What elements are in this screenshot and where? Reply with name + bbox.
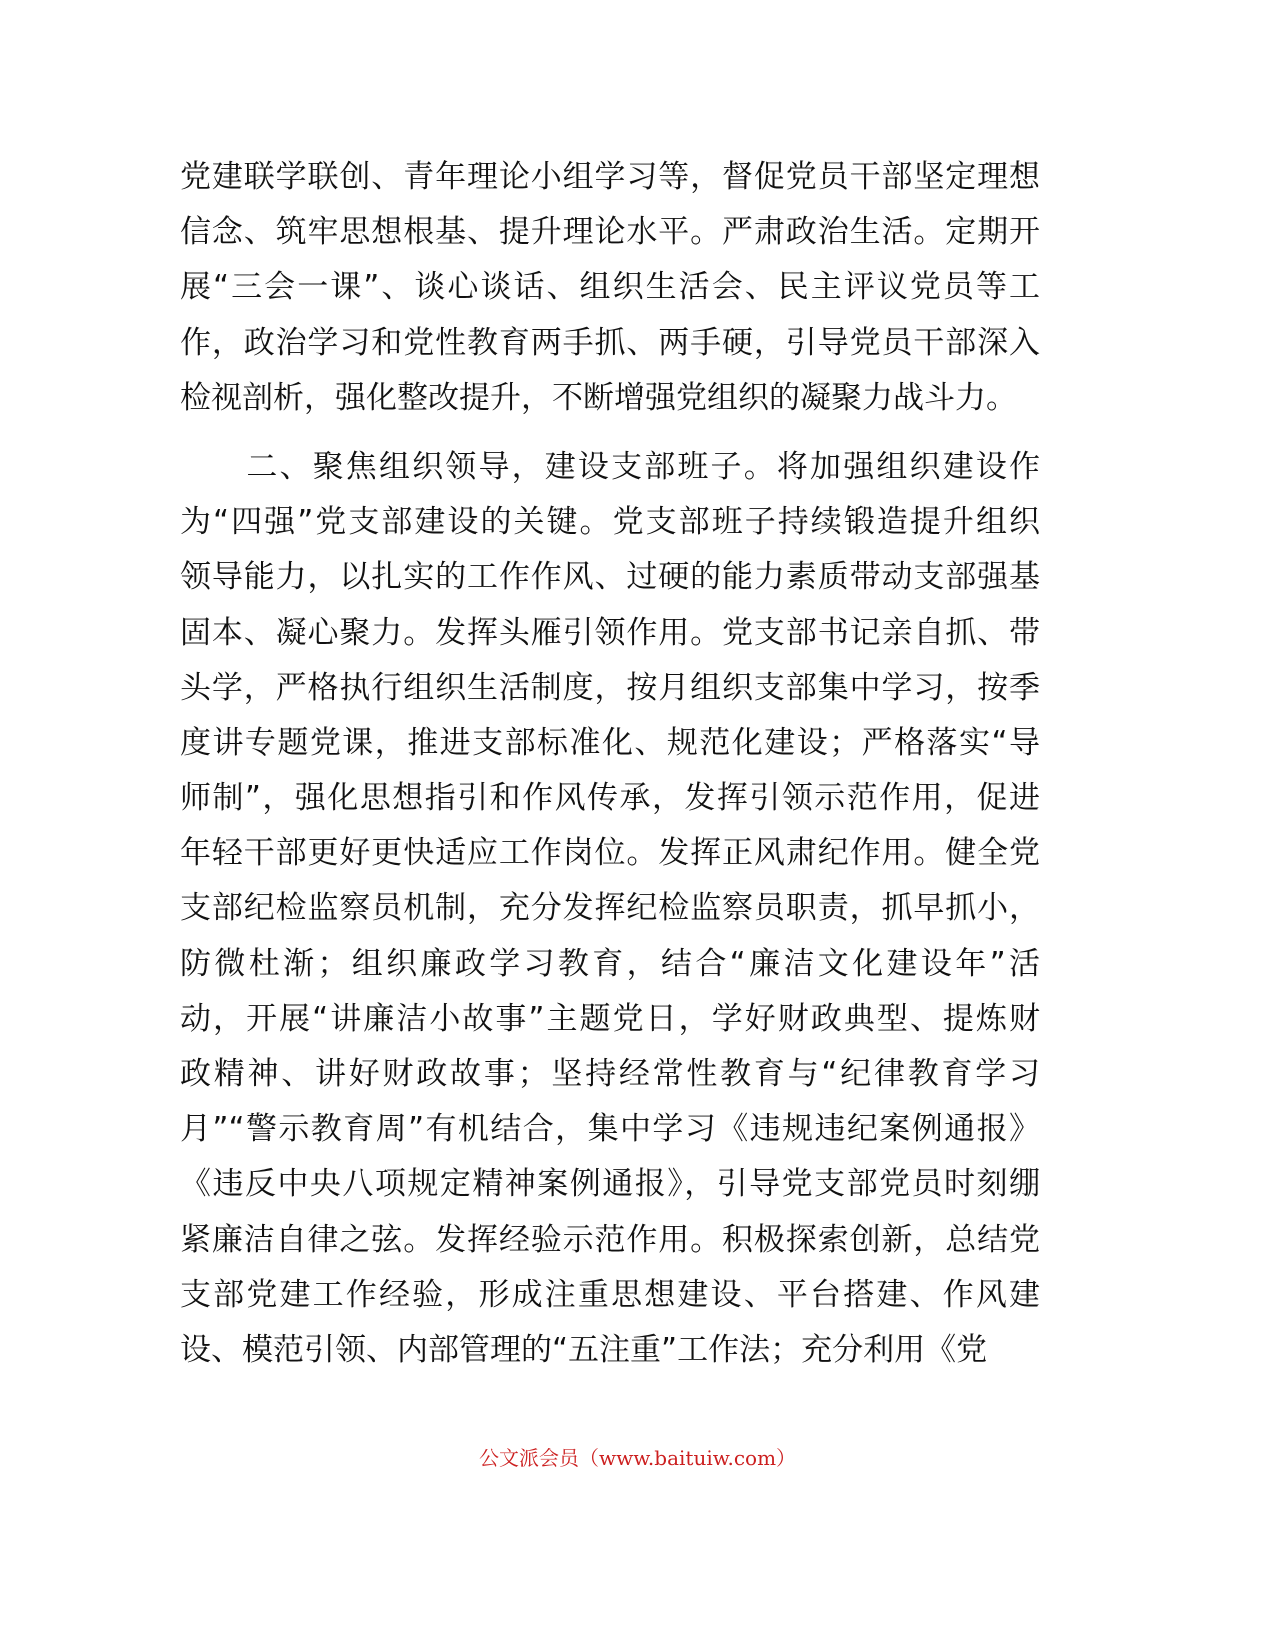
text-line: 政精神、讲好财政故事；坚持经常性教育与“纪律教育学习 xyxy=(180,1056,1040,1092)
paragraph xyxy=(180,440,1040,1378)
text-line: 检视剖析，强化整改提升，不断增强党组织的凝聚力战斗力。 xyxy=(180,379,1017,416)
text-line: 度讲专题党课，推进支部标准化、规范化建设；严格落实“导 xyxy=(180,724,1040,761)
text-line: 头学，严格执行组织生活制度，按月组织支部集中学习，按季 xyxy=(180,669,1040,706)
text-line: 紧廉洁自律之弦。发挥经验示范作用。积极探索创新，总结党 xyxy=(180,1221,1040,1258)
text-line: 二、聚焦组织领导，建设支部班子。将加强组织建设作 xyxy=(180,448,1040,485)
text-line: 作，政治学习和党性教育两手抓、两手硬，引导党员干部深入 xyxy=(180,324,1040,361)
text-line: 师制”，强化思想指引和作风传承，发挥引领示范作用，促进 xyxy=(180,780,1040,817)
text-line: 展“三会一课”、谈心谈话、组织生活会、民主评议党员等工 xyxy=(180,269,1040,306)
paragraph xyxy=(180,150,1040,426)
text-line: 设、模范引领、内部管理的“五注重”工作法；充分利用《党 xyxy=(180,1331,988,1368)
footer-watermark: 公文派会员（www.baituiw.com） xyxy=(478,1446,797,1470)
text-line: 年轻干部更好更快适应工作岗位。发挥正风肃纪作用。健全党 xyxy=(180,835,1040,872)
text-line: 党建联学联创、青年理论小组学习等，督促党员干部坚定理想 xyxy=(180,159,1040,195)
paragraph-gap xyxy=(180,426,1040,440)
text-line: 《违反中央八项规定精神案例通报》，引导党支部党员时刻绷 xyxy=(180,1166,1040,1203)
text-line: 固本、凝心聚力。发挥头雁引领作用。党支部书记亲自抓、带 xyxy=(180,614,1040,651)
body-text xyxy=(180,150,1040,1378)
text-line: 为“四强”党支部建设的关键。党支部班子持续锻造提升组织 xyxy=(180,504,1040,541)
text-line: 月”“警示教育周”有机结合，集中学习《违规违纪案例通报》 xyxy=(180,1111,1040,1148)
text-line: 防微杜渐；组织廉政学习教育，结合“廉洁文化建设年”活 xyxy=(180,945,1040,982)
text-line: 动，开展“讲廉洁小故事”主题党日，学好财政典型、提炼财 xyxy=(180,1000,1040,1037)
text-line: 支部纪检监察员机制，充分发挥纪检监察员职责，抓早抓小， xyxy=(180,890,1040,927)
text-line: 支部党建工作经验，形成注重思想建设、平台搭建、作风建 xyxy=(180,1276,1040,1313)
text-line: 信念、筑牢思想根基、提升理论水平。严肃政治生活。定期开 xyxy=(180,214,1040,251)
text-line: 领导能力，以扎实的工作作风、过硬的能力素质带动支部强基 xyxy=(180,559,1040,596)
